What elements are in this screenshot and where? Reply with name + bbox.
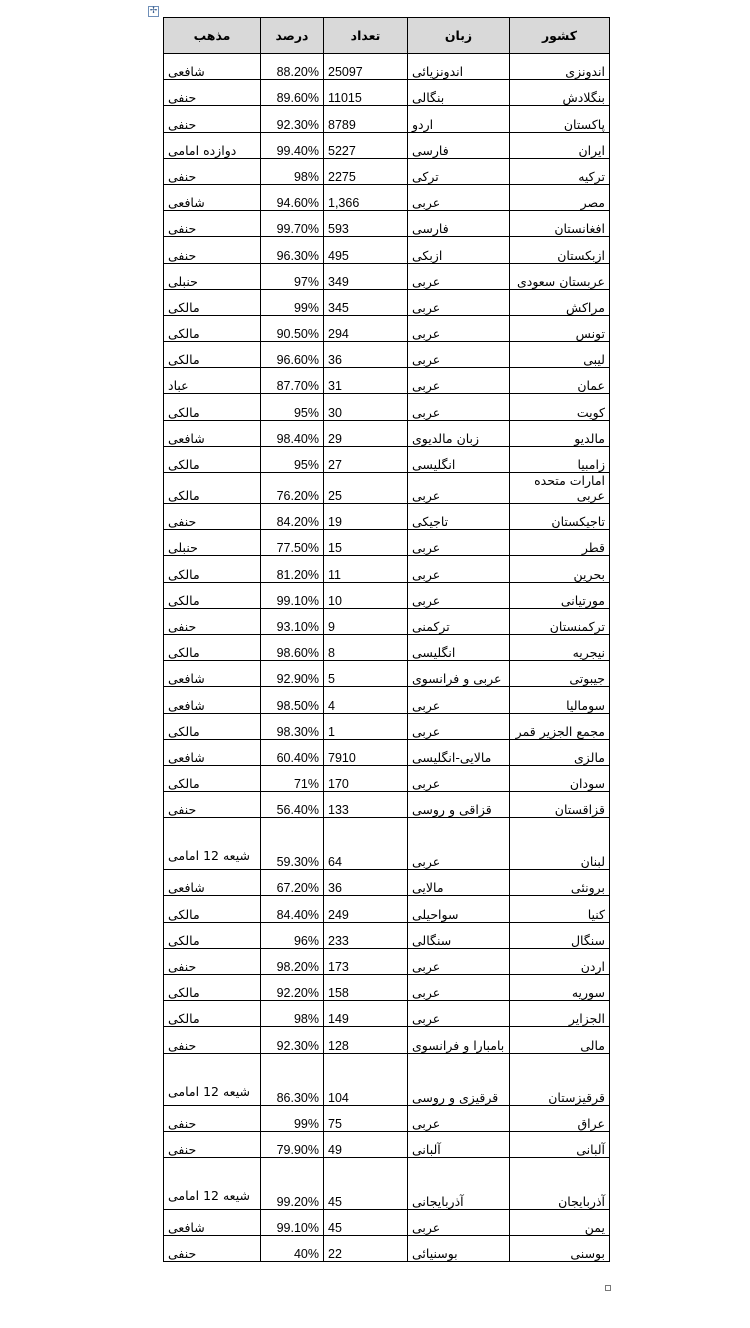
cell-count: 8 [324,634,408,660]
cell-country: سودان [510,765,610,791]
cell-country: مورتیانی [510,582,610,608]
cell-sect: شیعه 12 امامی [164,818,261,870]
cell-sect: شیعه 12 امامی [164,1053,261,1105]
cell-count: 27 [324,446,408,472]
cell-count: 173 [324,948,408,974]
cell-percent: 95% [261,446,324,472]
cell-percent: 67.20% [261,870,324,896]
cell-count: 133 [324,792,408,818]
cell-percent: 99.40% [261,132,324,158]
cell-language: عربی [408,582,510,608]
cell-country: آذربایجان [510,1157,610,1209]
cell-sect: حنفی [164,211,261,237]
cell-percent: 89.60% [261,80,324,106]
cell-country: برونئی [510,870,610,896]
table-row [164,54,610,80]
cell-country: تاجیکستان [510,504,610,530]
cell-count: 10 [324,582,408,608]
cell-sect: مالکی [164,582,261,608]
cell-language: ازبکی [408,237,510,263]
cell-percent: 86.30% [261,1053,324,1105]
cell-country: مجمع الجزیر قمر [510,713,610,739]
table-resize-handle[interactable] [605,1285,611,1291]
table-row [164,446,610,472]
cell-percent: 99% [261,1105,324,1131]
cell-sect: حنفی [164,106,261,132]
cell-percent: 81.20% [261,556,324,582]
header-percent: درصد [261,18,324,54]
cell-language: انگلیسی [408,634,510,660]
cell-country: جیبوتی [510,661,610,687]
cell-count: 7910 [324,739,408,765]
cell-country: عمان [510,368,610,394]
cell-count: 249 [324,896,408,922]
cell-count: 345 [324,289,408,315]
table-row [164,1236,610,1262]
cell-percent: 71% [261,765,324,791]
table-row [164,975,610,1001]
cell-country: قطر [510,530,610,556]
table-row [164,394,610,420]
cell-language: بوسنیائی [408,1236,510,1262]
cell-count: 1,366 [324,184,408,210]
table-row [164,870,610,896]
cell-count: 128 [324,1027,408,1053]
cell-count: 11 [324,556,408,582]
cell-country: قزاقستان [510,792,610,818]
cell-sect: دوازده امامی [164,132,261,158]
cell-language: فارسی [408,211,510,237]
cell-country: بنگلادش [510,80,610,106]
table-row [164,504,610,530]
cell-language: عربی [408,713,510,739]
cell-count: 5227 [324,132,408,158]
cell-sect: حنفی [164,1105,261,1131]
cell-country: ایران [510,132,610,158]
table-row [164,948,610,974]
cell-language: سواحیلی [408,896,510,922]
cell-country: ترکیه [510,158,610,184]
table-row [164,1105,610,1131]
cell-count: 36 [324,342,408,368]
cell-country: عربستان سعودی [510,263,610,289]
cell-count: 45 [324,1157,408,1209]
cell-percent: 98% [261,1001,324,1027]
cell-sect: مالکی [164,289,261,315]
cell-count: 22 [324,1236,408,1262]
cell-percent: 90.50% [261,315,324,341]
cell-percent: 99.10% [261,582,324,608]
cell-percent: 98.20% [261,948,324,974]
cell-percent: 77.50% [261,530,324,556]
table-row [164,634,610,660]
cell-sect: مالکی [164,556,261,582]
table-row [164,792,610,818]
table-row [164,1131,610,1157]
cell-language: عربی [408,394,510,420]
cell-sect: مالکی [164,765,261,791]
cell-sect: حنفی [164,1236,261,1262]
table-row [164,1027,610,1053]
table-row [164,1001,610,1027]
cell-sect: حنفی [164,948,261,974]
cell-count: 5 [324,661,408,687]
cell-percent: 94.60% [261,184,324,210]
cell-sect: عباد [164,368,261,394]
cell-language: عربی [408,315,510,341]
cell-language: عربی [408,473,510,504]
cell-count: 64 [324,818,408,870]
cell-sect: شافعی [164,1209,261,1235]
table-row [164,818,610,870]
cell-country: سنگال [510,922,610,948]
cell-country: کویت [510,394,610,420]
cell-sect: شافعی [164,54,261,80]
cell-language: اردو [408,106,510,132]
cell-percent: 79.90% [261,1131,324,1157]
cell-count: 170 [324,765,408,791]
cell-country: نیجریه [510,634,610,660]
cell-sect: حنفی [164,1027,261,1053]
cell-sect: حنفی [164,792,261,818]
header-country: کشور [510,18,610,54]
cell-language: عربی [408,1001,510,1027]
cell-count: 8789 [324,106,408,132]
cell-sect: شافعی [164,661,261,687]
cell-count: 36 [324,870,408,896]
cell-country: مصر [510,184,610,210]
table-row [164,263,610,289]
table-row [164,237,610,263]
cell-language: عربی [408,289,510,315]
table-row [164,1209,610,1235]
table-row [164,739,610,765]
cell-count: 593 [324,211,408,237]
cell-sect: شیعه 12 امامی [164,1157,261,1209]
table-row [164,582,610,608]
cell-country: مالزی [510,739,610,765]
header-sect: مذهب [164,18,261,54]
cell-country: امارات متحده عربی [510,473,610,504]
cell-percent: 92.20% [261,975,324,1001]
cell-language: عربی [408,765,510,791]
cell-language: عربی [408,263,510,289]
cell-country: ازبکستان [510,237,610,263]
cell-sect: شافعی [164,739,261,765]
cell-country: عراق [510,1105,610,1131]
cell-percent: 59.30% [261,818,324,870]
cell-country: الجزایر [510,1001,610,1027]
cell-country: اندونزی [510,54,610,80]
cell-percent: 92.90% [261,661,324,687]
table-row [164,530,610,556]
cell-language: بنگالی [408,80,510,106]
cell-language: عربی [408,184,510,210]
cell-country: مالی [510,1027,610,1053]
cell-sect: مالکی [164,473,261,504]
cell-percent: 99.20% [261,1157,324,1209]
cell-country: قرقیزستان [510,1053,610,1105]
cell-percent: 88.20% [261,54,324,80]
table-row [164,368,610,394]
cell-country: مالدیو [510,420,610,446]
cell-percent: 98% [261,158,324,184]
cell-language: عربی [408,368,510,394]
table-row [164,289,610,315]
cell-sect: شافعی [164,687,261,713]
cell-percent: 40% [261,1236,324,1262]
cell-sect: شافعی [164,420,261,446]
cell-percent: 96.30% [261,237,324,263]
table-row [164,687,610,713]
cell-count: 233 [324,922,408,948]
cell-language: عربی [408,1105,510,1131]
cell-count: 29 [324,420,408,446]
cell-sect: شافعی [164,870,261,896]
cell-language: عربی و فرانسوی [408,661,510,687]
cell-country: بحرین [510,556,610,582]
cell-language: عربی [408,948,510,974]
table-row [164,132,610,158]
cell-language: سنگالی [408,922,510,948]
table-row [164,765,610,791]
cell-sect: حنفی [164,237,261,263]
cell-sect: حنبلی [164,263,261,289]
table-row [164,556,610,582]
cell-percent: 92.30% [261,1027,324,1053]
cell-sect: شافعی [164,184,261,210]
cell-percent: 95% [261,394,324,420]
cell-percent: 84.40% [261,896,324,922]
cell-count: 1 [324,713,408,739]
cell-count: 45 [324,1209,408,1235]
cell-country: ترکمنستان [510,608,610,634]
cell-percent: 96.60% [261,342,324,368]
table-row [164,106,610,132]
cell-country: کنیا [510,896,610,922]
table-row [164,608,610,634]
cell-language: مالایی-انگلیسی [408,739,510,765]
cell-language: قزاقی و روسی [408,792,510,818]
cell-count: 4 [324,687,408,713]
cell-count: 31 [324,368,408,394]
cell-count: 349 [324,263,408,289]
cell-count: 75 [324,1105,408,1131]
cell-language: عربی [408,687,510,713]
cell-percent: 98.40% [261,420,324,446]
table-row [164,922,610,948]
cell-percent: 99% [261,289,324,315]
cell-country: لبنان [510,818,610,870]
cell-country: اردن [510,948,610,974]
cell-percent: 99.70% [261,211,324,237]
table-body [164,54,610,1262]
cell-percent: 97% [261,263,324,289]
cell-sect: حنبلی [164,530,261,556]
table-row [164,1053,610,1105]
table-row [164,896,610,922]
header-count: تعداد [324,18,408,54]
cell-language: عربی [408,818,510,870]
cell-language: عربی [408,975,510,1001]
cell-sect: مالکی [164,713,261,739]
cell-count: 495 [324,237,408,263]
cell-percent: 98.30% [261,713,324,739]
cell-count: 15 [324,530,408,556]
cell-count: 149 [324,1001,408,1027]
cell-count: 2275 [324,158,408,184]
table-row [164,158,610,184]
cell-count: 294 [324,315,408,341]
cell-language: انگلیسی [408,446,510,472]
table-row [164,342,610,368]
table-row [164,80,610,106]
cell-country: مراکش [510,289,610,315]
cell-language: زبان مالدیوی [408,420,510,446]
cell-percent: 84.20% [261,504,324,530]
table-row [164,184,610,210]
cell-percent: 76.20% [261,473,324,504]
cell-sect: حنفی [164,608,261,634]
countries-table [163,17,610,1262]
cell-country: بوسنی [510,1236,610,1262]
table-row [164,1157,610,1209]
cell-percent: 56.40% [261,792,324,818]
cell-percent: 87.70% [261,368,324,394]
cell-country: یمن [510,1209,610,1235]
cell-country: افغانستان [510,211,610,237]
table-row [164,420,610,446]
cell-country: لیبی [510,342,610,368]
cell-percent: 98.60% [261,634,324,660]
cell-language: قرقیزی و روسی [408,1053,510,1105]
table-row [164,315,610,341]
cell-language: عربی [408,530,510,556]
cell-language: آلبانی [408,1131,510,1157]
cell-language: فارسی [408,132,510,158]
cell-language: آذربایجانی [408,1157,510,1209]
cell-sect: حنفی [164,504,261,530]
header-language: زبان [408,18,510,54]
cell-count: 19 [324,504,408,530]
cell-language: مالایی [408,870,510,896]
cell-percent: 60.40% [261,739,324,765]
cell-country: پاکستان [510,106,610,132]
cell-count: 25 [324,473,408,504]
cell-country: آلبانی [510,1131,610,1157]
cell-sect: مالکی [164,896,261,922]
cell-count: 104 [324,1053,408,1105]
table-row [164,661,610,687]
cell-sect: مالکی [164,342,261,368]
cell-language: عربی [408,556,510,582]
cell-sect: حنفی [164,1131,261,1157]
cell-sect: مالکی [164,394,261,420]
cell-percent: 98.50% [261,687,324,713]
cell-sect: مالکی [164,446,261,472]
cell-percent: 93.10% [261,608,324,634]
cell-language: ترکی [408,158,510,184]
table-row [164,211,610,237]
cell-language: عربی [408,1209,510,1235]
cell-language: ترکمنی [408,608,510,634]
cell-sect: حنفی [164,158,261,184]
cell-percent: 99.10% [261,1209,324,1235]
cell-language: تاجیکی [408,504,510,530]
table-row [164,713,610,739]
cell-sect: مالکی [164,315,261,341]
cell-percent: 92.30% [261,106,324,132]
cell-language: اندونزیائی [408,54,510,80]
cell-country: سومالیا [510,687,610,713]
cell-count: 30 [324,394,408,420]
cell-count: 49 [324,1131,408,1157]
table-row [164,473,610,504]
cell-country: زامبیا [510,446,610,472]
cell-count: 9 [324,608,408,634]
cell-count: 11015 [324,80,408,106]
cell-country: تونس [510,315,610,341]
cell-sect: حنفی [164,80,261,106]
cell-sect: مالکی [164,922,261,948]
cell-country: سوریه [510,975,610,1001]
cell-count: 25097 [324,54,408,80]
cell-percent: 96% [261,922,324,948]
table-header-row [164,18,610,54]
cell-sect: مالکی [164,1001,261,1027]
cell-language: عربی [408,342,510,368]
cell-sect: مالکی [164,975,261,1001]
cell-count: 158 [324,975,408,1001]
cell-language: بامبارا و فرانسوی [408,1027,510,1053]
cell-sect: مالکی [164,634,261,660]
table-move-handle[interactable]: ✢ [149,6,158,16]
